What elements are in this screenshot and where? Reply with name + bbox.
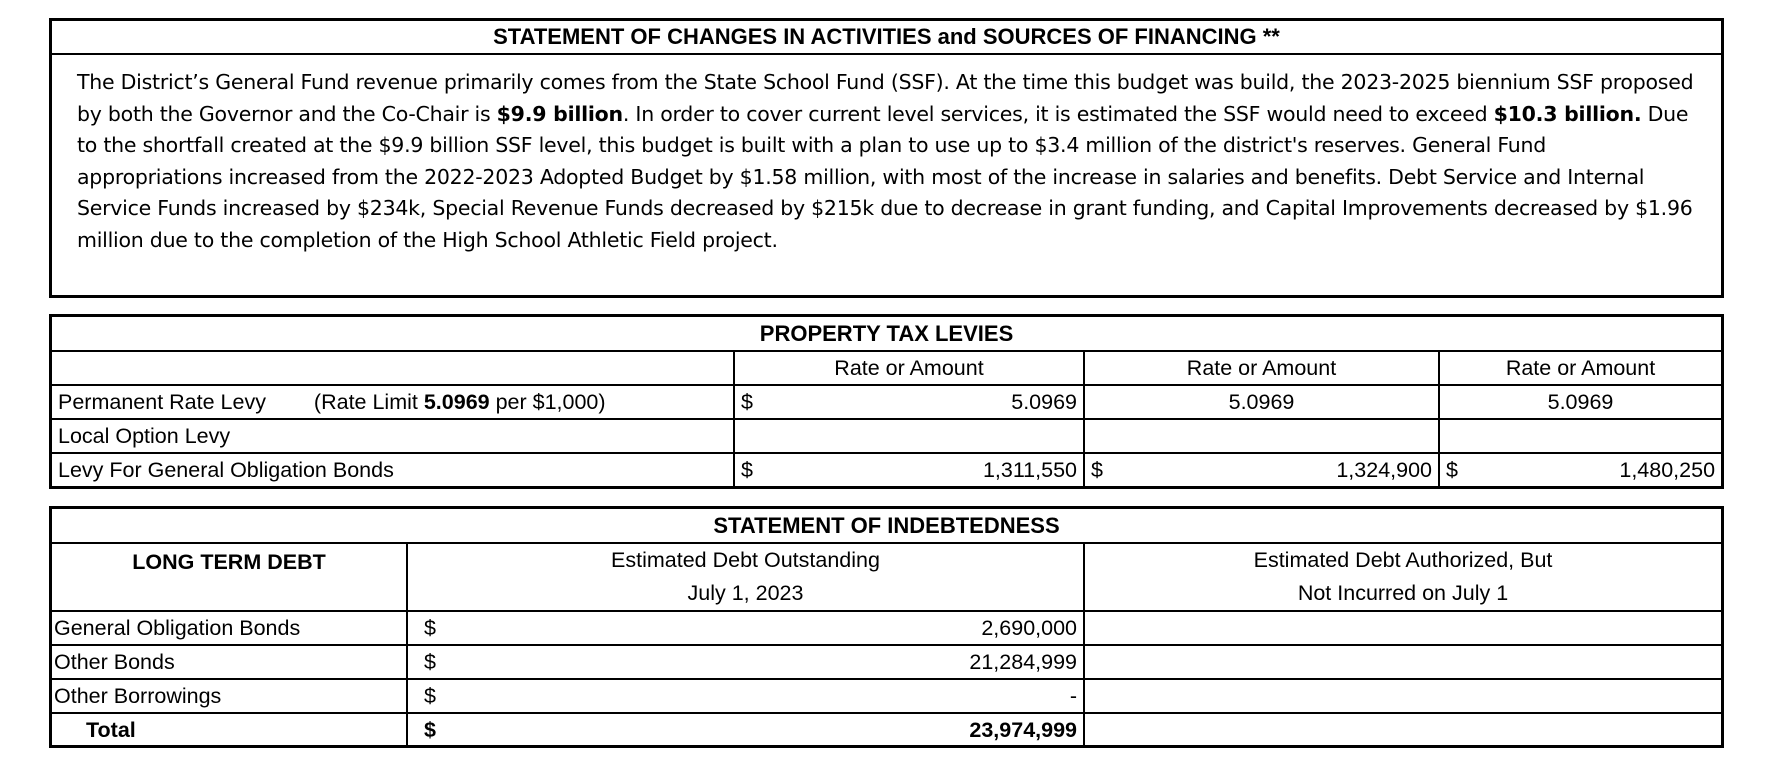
long-term-debt-header: LONG TERM DEBT — [52, 543, 407, 611]
levy-value-3 — [1439, 419, 1721, 453]
rate-limit-value: 5.0969 — [423, 389, 490, 414]
table-row — [52, 419, 1721, 453]
paragraph-bold-1: $9.9 billion — [496, 101, 623, 126]
debt-authorized — [1084, 645, 1721, 679]
table-row — [52, 385, 1721, 419]
amount: 1,324,900 — [1336, 458, 1432, 482]
amount: 1,480,250 — [1619, 458, 1716, 482]
debt-authorized-header-l2: Not Incurred on July 1 — [1084, 577, 1721, 611]
debt-label: Other Borrowings — [52, 679, 407, 713]
debt-authorized — [1084, 679, 1721, 713]
amount: 23,974,999 — [969, 718, 1077, 742]
dollar-sign: $ — [424, 683, 436, 708]
dollar-sign: $ — [424, 649, 436, 674]
levy-name: Permanent Rate Levy — [58, 389, 266, 414]
amount: 2,690,000 — [981, 615, 1077, 640]
debt-outstanding-header-l2: July 1, 2023 — [407, 577, 1084, 611]
paragraph-text-1: The District’s General Fund revenue primarily comes from the State School Fund (SSF). At the time this budget was build, the 2023-2025 biennium SSF proposed by both the Governor and the Co-Chair is — [77, 70, 1694, 126]
amount: 21,284,999 — [969, 649, 1077, 674]
levy-value-3 — [1439, 453, 1721, 487]
property-tax-table — [52, 317, 1721, 487]
statement-changes-title: STATEMENT OF CHANGES IN ACTIVITIES and SOURCES OF FINANCING ** — [52, 21, 1721, 55]
debt-outstanding-header-l1: Estimated Debt Outstanding — [407, 543, 1084, 577]
debt-value — [407, 611, 1084, 645]
levy-value-2 — [1084, 419, 1439, 453]
paragraph-text-3: Due to the shortfall created at the $9.9 billion SSF level, this budget is built with a plan to use up to $3.4 million of the district's reserves. General Fund appropriations increased from the 2022-2023 Adopted Budget by $1.58 million, with most of the increase in salaries and benefits. Debt Service and Internal Service Funds increased by $234k, Special Revenue Funds decreased by $215k due to decrease in grant funding, and Capital Improvements decreased by $1.96 million due to the completion of the High School Athletic Field project. — [77, 101, 1693, 252]
indebtedness-title: STATEMENT OF INDEBTEDNESS — [52, 509, 1721, 543]
table-row — [52, 453, 1721, 487]
total-value — [407, 713, 1084, 747]
table-row — [52, 645, 1721, 679]
paragraph-text-2: . In order to cover current level services, it is estimated the SSF would need to exceed — [622, 101, 1494, 126]
levy-value-1 — [734, 453, 1084, 487]
levy-label: Levy For General Obligation Bonds — [52, 453, 734, 487]
statement-changes-section — [49, 18, 1724, 298]
indebtedness-table — [52, 509, 1721, 747]
dollar-sign: $ — [741, 458, 753, 482]
levy-value-1 — [734, 419, 1084, 453]
dollar-sign: $ — [424, 718, 436, 742]
debt-value — [407, 645, 1084, 679]
levy-label: Local Option Levy — [52, 419, 734, 453]
property-tax-blank-header — [52, 351, 734, 385]
property-tax-section — [49, 314, 1724, 489]
levy-value-1 — [734, 385, 1084, 419]
rate-header-3: Rate or Amount — [1439, 351, 1721, 385]
debt-label: General Obligation Bonds — [52, 611, 407, 645]
dollar-sign: $ — [1091, 458, 1103, 482]
rate-header-2: Rate or Amount — [1084, 351, 1439, 385]
total-authorized — [1084, 713, 1721, 747]
levy-value-2: 5.0969 — [1084, 385, 1439, 419]
amount: - — [1069, 683, 1077, 708]
levy-value-3: 5.0969 — [1439, 385, 1721, 419]
debt-value — [407, 679, 1084, 713]
paragraph-bold-2: $10.3 billion. — [1493, 101, 1642, 126]
dollar-sign: $ — [1446, 458, 1458, 482]
amount: 1,311,550 — [982, 458, 1077, 482]
debt-authorized — [1084, 611, 1721, 645]
statement-changes-paragraph — [52, 55, 1721, 256]
debt-label: Other Bonds — [52, 645, 407, 679]
total-label: Total — [52, 713, 407, 747]
property-tax-title: PROPERTY TAX LEVIES — [52, 317, 1721, 351]
table-row — [52, 611, 1721, 645]
indebtedness-section — [49, 506, 1724, 748]
table-row — [52, 679, 1721, 713]
rate-header-1: Rate or Amount — [734, 351, 1084, 385]
amount: 5.0969 — [1011, 389, 1077, 414]
table-row — [52, 713, 1721, 747]
dollar-sign: $ — [424, 615, 436, 640]
debt-authorized-header-l1: Estimated Debt Authorized, But — [1084, 543, 1721, 577]
levy-value-2 — [1084, 453, 1439, 487]
dollar-sign: $ — [741, 389, 753, 414]
rate-limit-note: (Rate Limit 5.0969 per $1,000) — [313, 389, 606, 414]
levy-label — [52, 385, 734, 419]
